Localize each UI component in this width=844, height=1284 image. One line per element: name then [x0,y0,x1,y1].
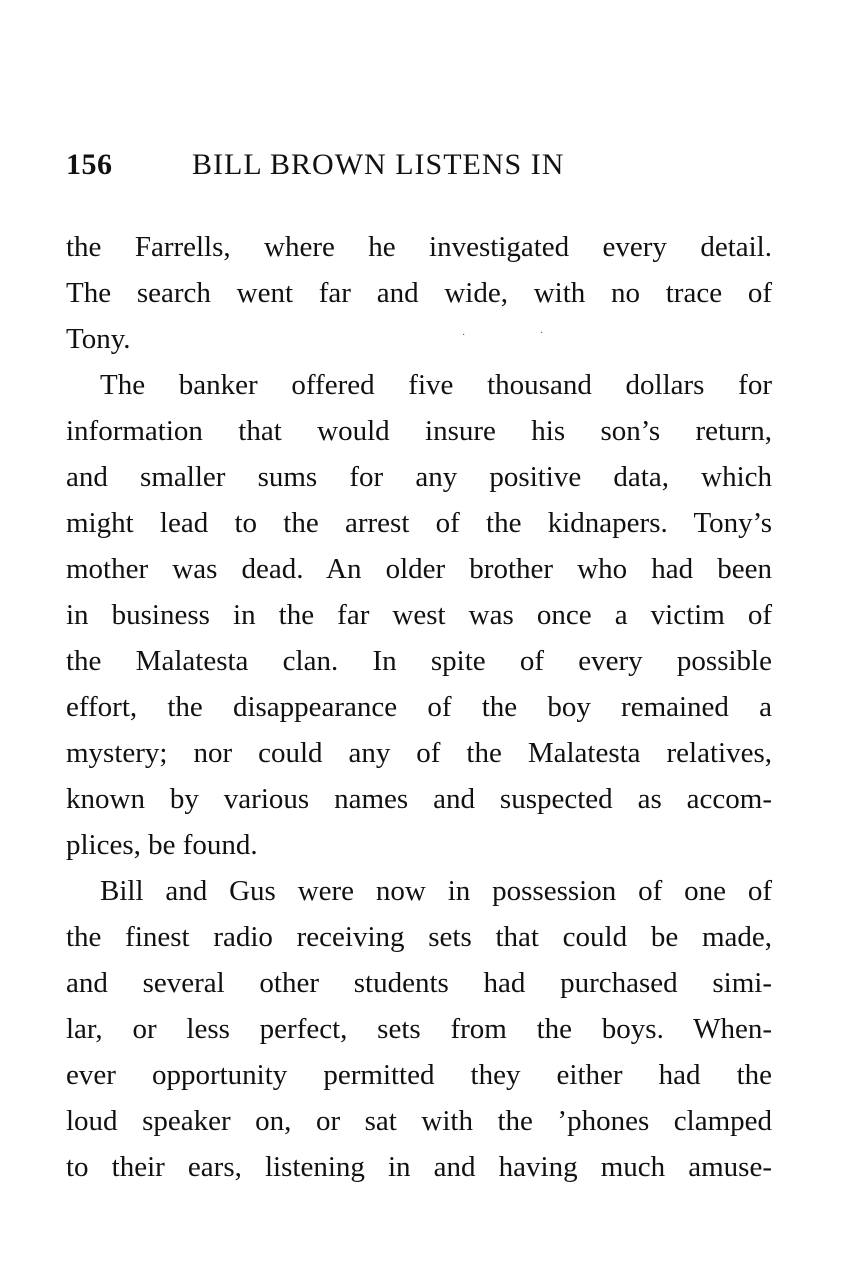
running-title: BILL BROWN LISTENS IN [192,148,565,181]
text-line: and several other students had purchased simi- [66,967,772,999]
text-line: the finest radio receiving sets that could be made, [66,921,772,953]
print-speck: · [462,330,466,341]
text-line: and smaller sums for any positive data, which [66,461,772,493]
text-line: to their ears, listening in and having much amuse- [66,1151,772,1183]
running-head [66,148,772,192]
text-line: Tony. [66,323,131,355]
text-line: lar, or less perfect, sets from the boys. When- [66,1013,772,1045]
text-line: in business in the far west was once a victim of [66,599,772,631]
text-line: the Farrells, where he investigated every detail. [66,231,772,263]
text-line: ever opportunity permitted they either had the [66,1059,772,1091]
text-line: effort, the disappearance of the boy remained a [66,691,772,723]
print-speck: · [540,328,544,339]
text-line: mystery; nor could any of the Malatesta relatives, [66,737,772,769]
text-line: mother was dead. An older brother who had been [66,553,772,585]
text-line: plices, be found. [66,829,258,861]
text-line: might lead to the arrest of the kidnapers. Tony’s [66,507,772,539]
page-number: 156 [66,148,113,181]
text-line: known by various names and suspected as accom- [66,783,772,815]
text-line: information that would insure his son’s return, [66,415,772,447]
text-line: The banker offered five thousand dollars for [100,369,772,401]
text-line: The search went far and wide, with no trace of [66,277,772,309]
text-line: loud speaker on, or sat with the ’phones clamped [66,1105,772,1137]
text-line: the Malatesta clan. In spite of every possible [66,645,772,677]
text-line: Bill and Gus were now in possession of one of [100,875,772,907]
body-text [66,224,772,1190]
